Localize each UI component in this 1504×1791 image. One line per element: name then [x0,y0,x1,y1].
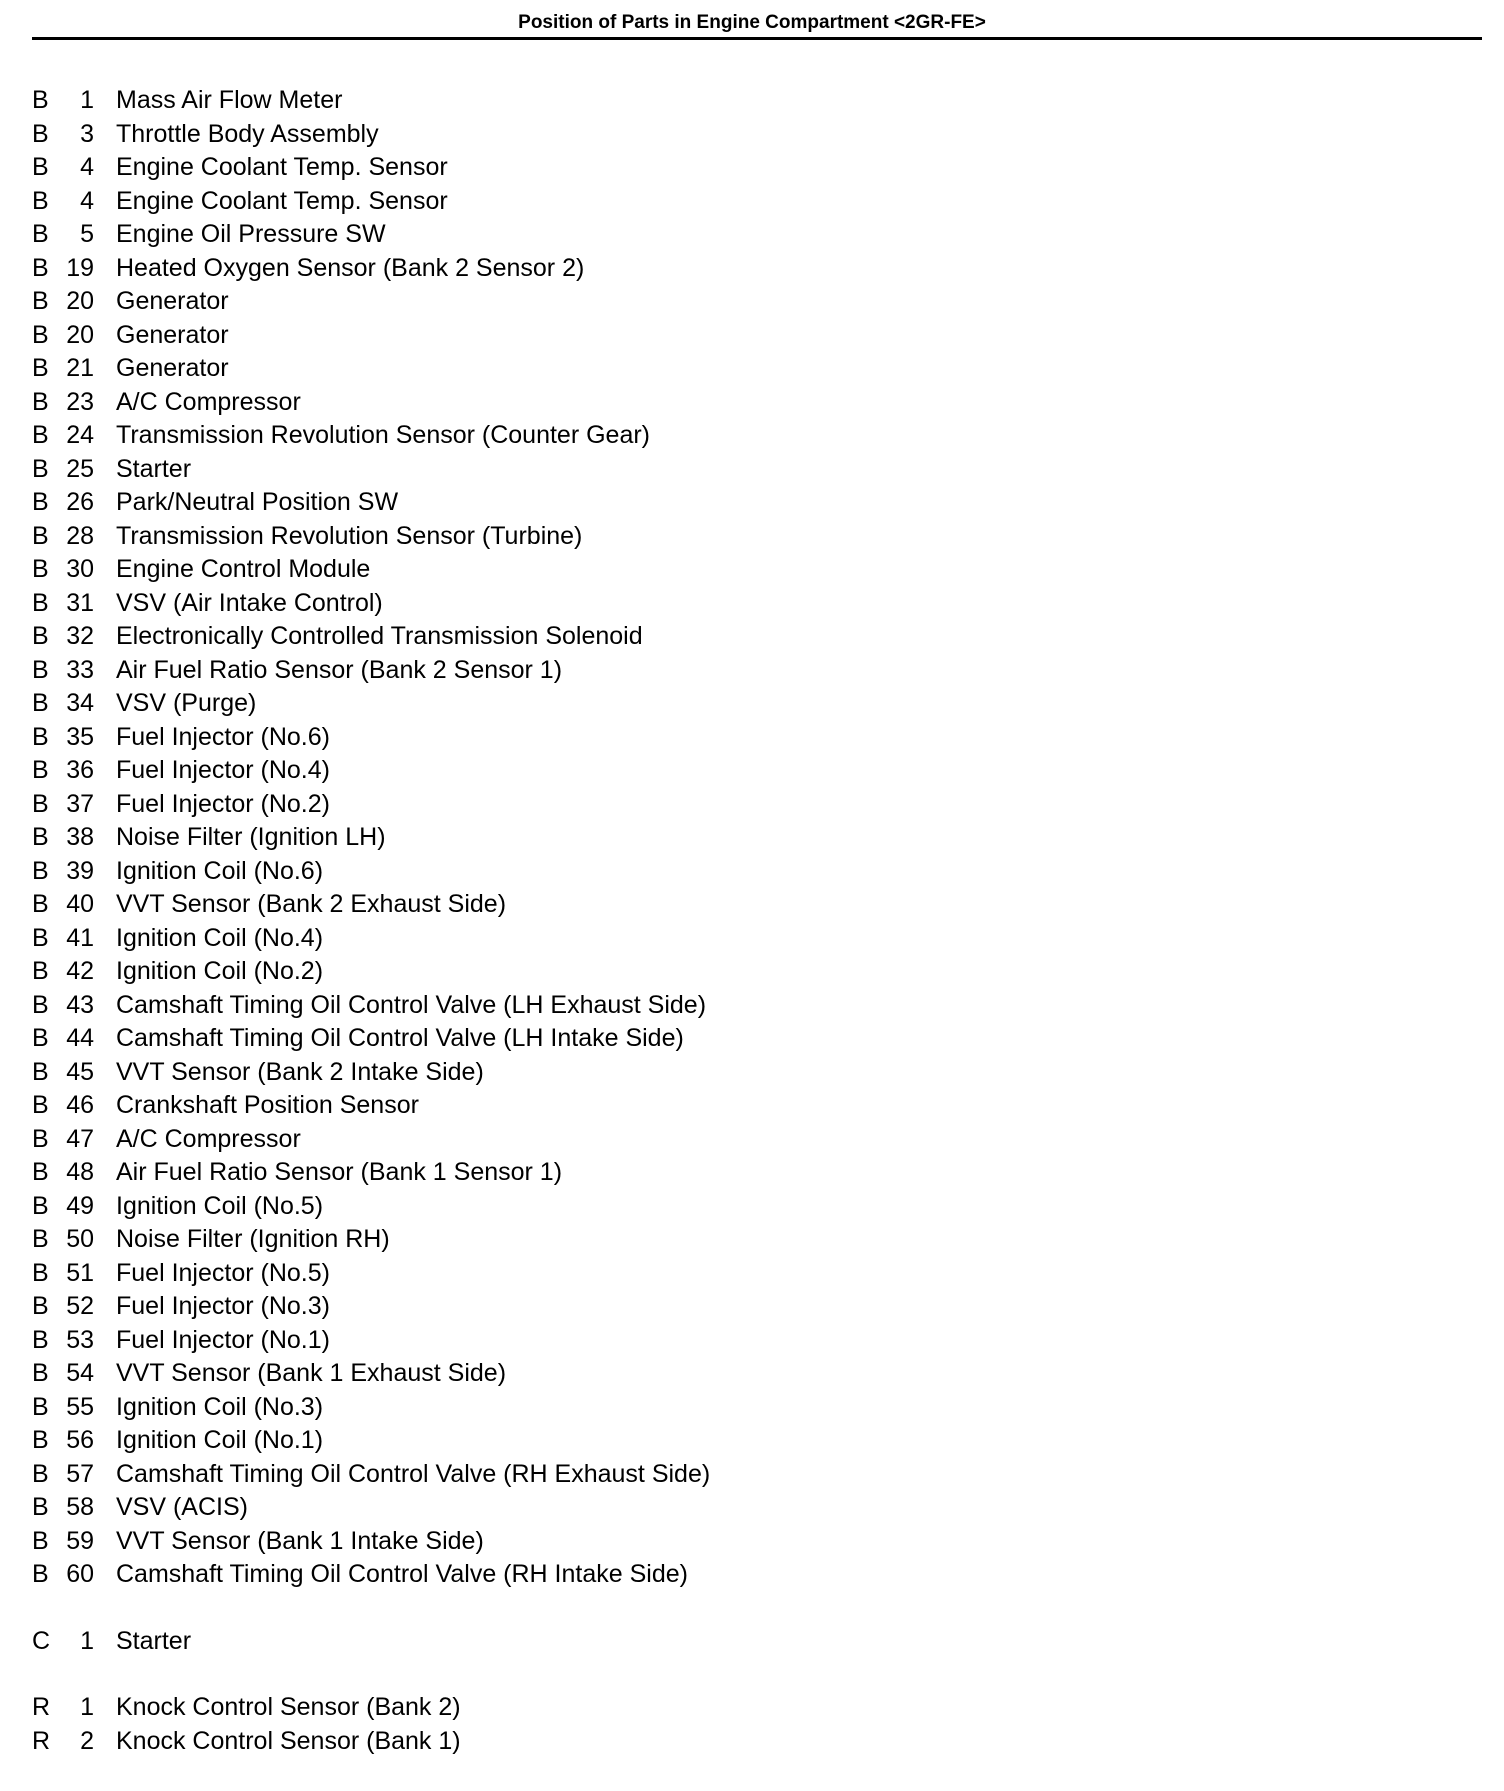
connector-code: B [32,1560,49,1588]
part-name: Transmission Revolution Sensor (Turbine) [116,521,583,550]
part-name: Air Fuel Ratio Sensor (Bank 2 Sensor 1) [116,655,563,684]
part-name: Camshaft Timing Oil Control Valve (RH Intake Side) [116,1560,688,1588]
connector-number: 4 [80,186,94,215]
connector-code: B [32,1258,49,1287]
connector-number: 31 [66,588,94,617]
connector-number: 25 [66,454,94,483]
list-item [0,1525,1504,1559]
connector-number: 30 [66,555,94,583]
connector-code: B [32,722,49,751]
connector-code: B [32,220,49,248]
connector-number: 58 [66,1493,94,1521]
connector-number: 60 [66,1560,94,1588]
list-item [0,218,1504,252]
part-name: VSV (ACIS) [116,1493,248,1521]
part-name: Camshaft Timing Oil Control Valve (LH Intake Side) [116,1024,684,1052]
connector-number: 59 [66,1526,94,1555]
part-name: Engine Coolant Temp. Sensor [116,186,448,215]
list-item [0,922,1504,956]
part-name: Ignition Coil (No.5) [116,1191,324,1220]
list-item [0,386,1504,420]
list-item [0,285,1504,319]
connector-number: 34 [66,689,94,717]
connector-code: B [32,186,49,215]
connector-code: B [32,1158,49,1186]
connector-code: B [32,1426,49,1454]
part-name: Electronically Controlled Transmission Solenoid [116,622,643,650]
connector-number: 23 [66,387,94,416]
connector-number: 20 [66,287,94,315]
part-name: VSV (Purge) [116,689,257,717]
connector-number: 44 [66,1024,94,1052]
list-item [0,721,1504,755]
part-name: Heated Oxygen Sensor (Bank 2 Sensor 2) [116,253,585,282]
connector-code: B [32,1225,49,1253]
connector-code: B [32,1024,49,1052]
connector-code: B [32,856,49,885]
connector-code: B [32,1091,49,1119]
part-name: Ignition Coil (No.6) [116,856,324,885]
connector-code: B [32,119,49,148]
connector-number: 5 [80,220,94,248]
connector-number: 51 [66,1258,94,1287]
part-name: Generator [116,354,229,382]
connector-number: 1 [80,1693,94,1721]
connector-code: R [32,1693,51,1721]
part-name: VVT Sensor (Bank 2 Intake Side) [116,1057,484,1086]
connector-code: B [32,756,49,784]
connector-number: 35 [66,722,94,751]
part-name: Ignition Coil (No.4) [116,923,324,952]
list-item [0,1089,1504,1123]
part-name: Noise Filter (Ignition LH) [116,823,386,851]
part-name: Ignition Coil (No.3) [116,1392,324,1421]
connector-code: B [32,588,49,617]
connector-code: B [32,1392,49,1421]
parts-group [0,84,1504,1592]
list-item [0,1156,1504,1190]
connector-number: 43 [66,990,94,1019]
list-item [0,1022,1504,1056]
part-name: VVT Sensor (Bank 2 Exhaust Side) [116,890,507,918]
part-name: Camshaft Timing Oil Control Valve (RH Exhaust Side) [116,1459,711,1488]
part-name: Engine Oil Pressure SW [116,220,386,248]
list-item [0,1290,1504,1324]
list-item [0,1357,1504,1391]
connector-code: B [32,320,49,349]
parts-group [0,1625,1504,1659]
list-item [0,520,1504,554]
part-name: Camshaft Timing Oil Control Valve (LH Exhaust Side) [116,990,707,1019]
part-name: Ignition Coil (No.2) [116,957,324,985]
list-item [0,419,1504,453]
connector-code: B [32,622,49,650]
part-name: Throttle Body Assembly [116,119,379,148]
part-name: VVT Sensor (Bank 1 Intake Side) [116,1526,484,1555]
part-name: Crankshaft Position Sensor [116,1091,419,1119]
list-item [0,1558,1504,1592]
list-item [0,1257,1504,1291]
part-name: VVT Sensor (Bank 1 Exhaust Side) [116,1359,507,1387]
parts-list [0,84,1504,1791]
connector-number: 1 [80,86,94,114]
list-item [0,1424,1504,1458]
list-item [0,553,1504,587]
part-name: Starter [116,1626,192,1655]
connector-code: B [32,86,49,114]
connector-code: B [32,823,49,851]
connector-code: B [32,655,49,684]
list-item [0,620,1504,654]
list-item [0,185,1504,219]
part-name: Fuel Injector (No.5) [116,1258,330,1287]
connector-code: B [32,1325,49,1354]
connector-number: 55 [66,1392,94,1421]
connector-code: B [32,253,49,282]
connector-code: B [32,1493,49,1521]
connector-number: 1 [80,1626,94,1655]
part-name: Generator [116,287,229,315]
connector-number: 46 [66,1091,94,1119]
part-name: Mass Air Flow Meter [116,86,343,114]
connector-number: 57 [66,1459,94,1488]
list-item [0,118,1504,152]
list-item [0,1458,1504,1492]
list-item [0,352,1504,386]
list-item [0,888,1504,922]
connector-number: 54 [66,1359,94,1387]
connector-code: B [32,1359,49,1387]
connector-code: B [32,454,49,483]
connector-code: B [32,689,49,717]
parts-group [0,1691,1504,1758]
part-name: Knock Control Sensor (Bank 2) [116,1693,461,1721]
part-name: A/C Compressor [116,1124,301,1153]
list-item [0,855,1504,889]
connector-code: B [32,555,49,583]
part-name: VSV (Air Intake Control) [116,588,383,617]
connector-code: B [32,789,49,818]
part-name: Fuel Injector (No.2) [116,789,330,818]
connector-number: 48 [66,1158,94,1186]
connector-number: 21 [66,354,94,382]
page-title: Position of Parts in Engine Compartment <2GR-FE> [518,12,986,33]
connector-code: C [32,1626,51,1655]
list-item [0,1391,1504,1425]
connector-number: 26 [66,488,94,516]
connector-number: 33 [66,655,94,684]
connector-number: 49 [66,1191,94,1220]
connector-number: 50 [66,1225,94,1253]
connector-number: 32 [66,622,94,650]
connector-code: B [32,488,49,516]
list-item [0,453,1504,487]
part-name: Noise Filter (Ignition RH) [116,1225,390,1253]
connector-number: 56 [66,1426,94,1454]
connector-number: 19 [66,253,94,282]
list-item [0,1625,1504,1659]
part-name: Starter [116,454,192,483]
connector-number: 37 [66,789,94,818]
connector-code: B [32,990,49,1019]
part-name: Fuel Injector (No.3) [116,1292,330,1320]
part-name: Ignition Coil (No.1) [116,1426,324,1454]
connector-number: 45 [66,1057,94,1086]
connector-code: B [32,387,49,416]
part-name: Engine Coolant Temp. Sensor [116,153,448,181]
connector-code: B [32,957,49,985]
connector-number: 20 [66,320,94,349]
connector-number: 47 [66,1124,94,1153]
part-name: A/C Compressor [116,387,301,416]
list-item [0,788,1504,822]
list-item [0,587,1504,621]
connector-number: 2 [80,1726,94,1755]
connector-code: B [32,923,49,952]
part-name: Park/Neutral Position SW [116,488,399,516]
list-item [0,1123,1504,1157]
connector-number: 36 [66,756,94,784]
connector-code: B [32,287,49,315]
list-item [0,1056,1504,1090]
list-item [0,821,1504,855]
title-divider [32,37,1482,40]
connector-number: 28 [66,521,94,550]
part-name: Fuel Injector (No.6) [116,722,330,751]
connector-code: B [32,421,49,449]
list-item [0,319,1504,353]
connector-code: B [32,1459,49,1488]
connector-code: B [32,354,49,382]
list-item [0,654,1504,688]
list-item [0,1190,1504,1224]
connector-code: B [32,521,49,550]
connector-number: 3 [80,119,94,148]
connector-number: 4 [80,153,94,181]
list-item [0,955,1504,989]
connector-code: B [32,1191,49,1220]
list-item [0,1491,1504,1525]
connector-number: 39 [66,856,94,885]
list-item [0,754,1504,788]
list-item [0,252,1504,286]
list-item [0,84,1504,118]
list-item [0,1691,1504,1725]
list-item [0,989,1504,1023]
connector-number: 42 [66,957,94,985]
connector-code: B [32,153,49,181]
connector-number: 38 [66,823,94,851]
list-item [0,486,1504,520]
connector-code: R [32,1726,51,1755]
part-name: Fuel Injector (No.1) [116,1325,330,1354]
connector-number: 53 [66,1325,94,1354]
list-item [0,1725,1504,1759]
connector-code: B [32,890,49,918]
connector-number: 52 [66,1292,94,1320]
list-item [0,687,1504,721]
connector-number: 41 [66,923,94,952]
part-name: Air Fuel Ratio Sensor (Bank 1 Sensor 1) [116,1158,563,1186]
connector-code: B [32,1526,49,1555]
list-item [0,1223,1504,1257]
connector-number: 24 [66,421,94,449]
list-item [0,1324,1504,1358]
part-name: Knock Control Sensor (Bank 1) [116,1726,461,1755]
connector-code: B [32,1057,49,1086]
part-name: Fuel Injector (No.4) [116,756,330,784]
part-name: Generator [116,320,229,349]
connector-number: 40 [66,890,94,918]
connector-code: B [32,1124,49,1153]
part-name: Engine Control Module [116,555,371,583]
list-item [0,151,1504,185]
part-name: Transmission Revolution Sensor (Counter Gear) [116,421,651,449]
connector-code: B [32,1292,49,1320]
